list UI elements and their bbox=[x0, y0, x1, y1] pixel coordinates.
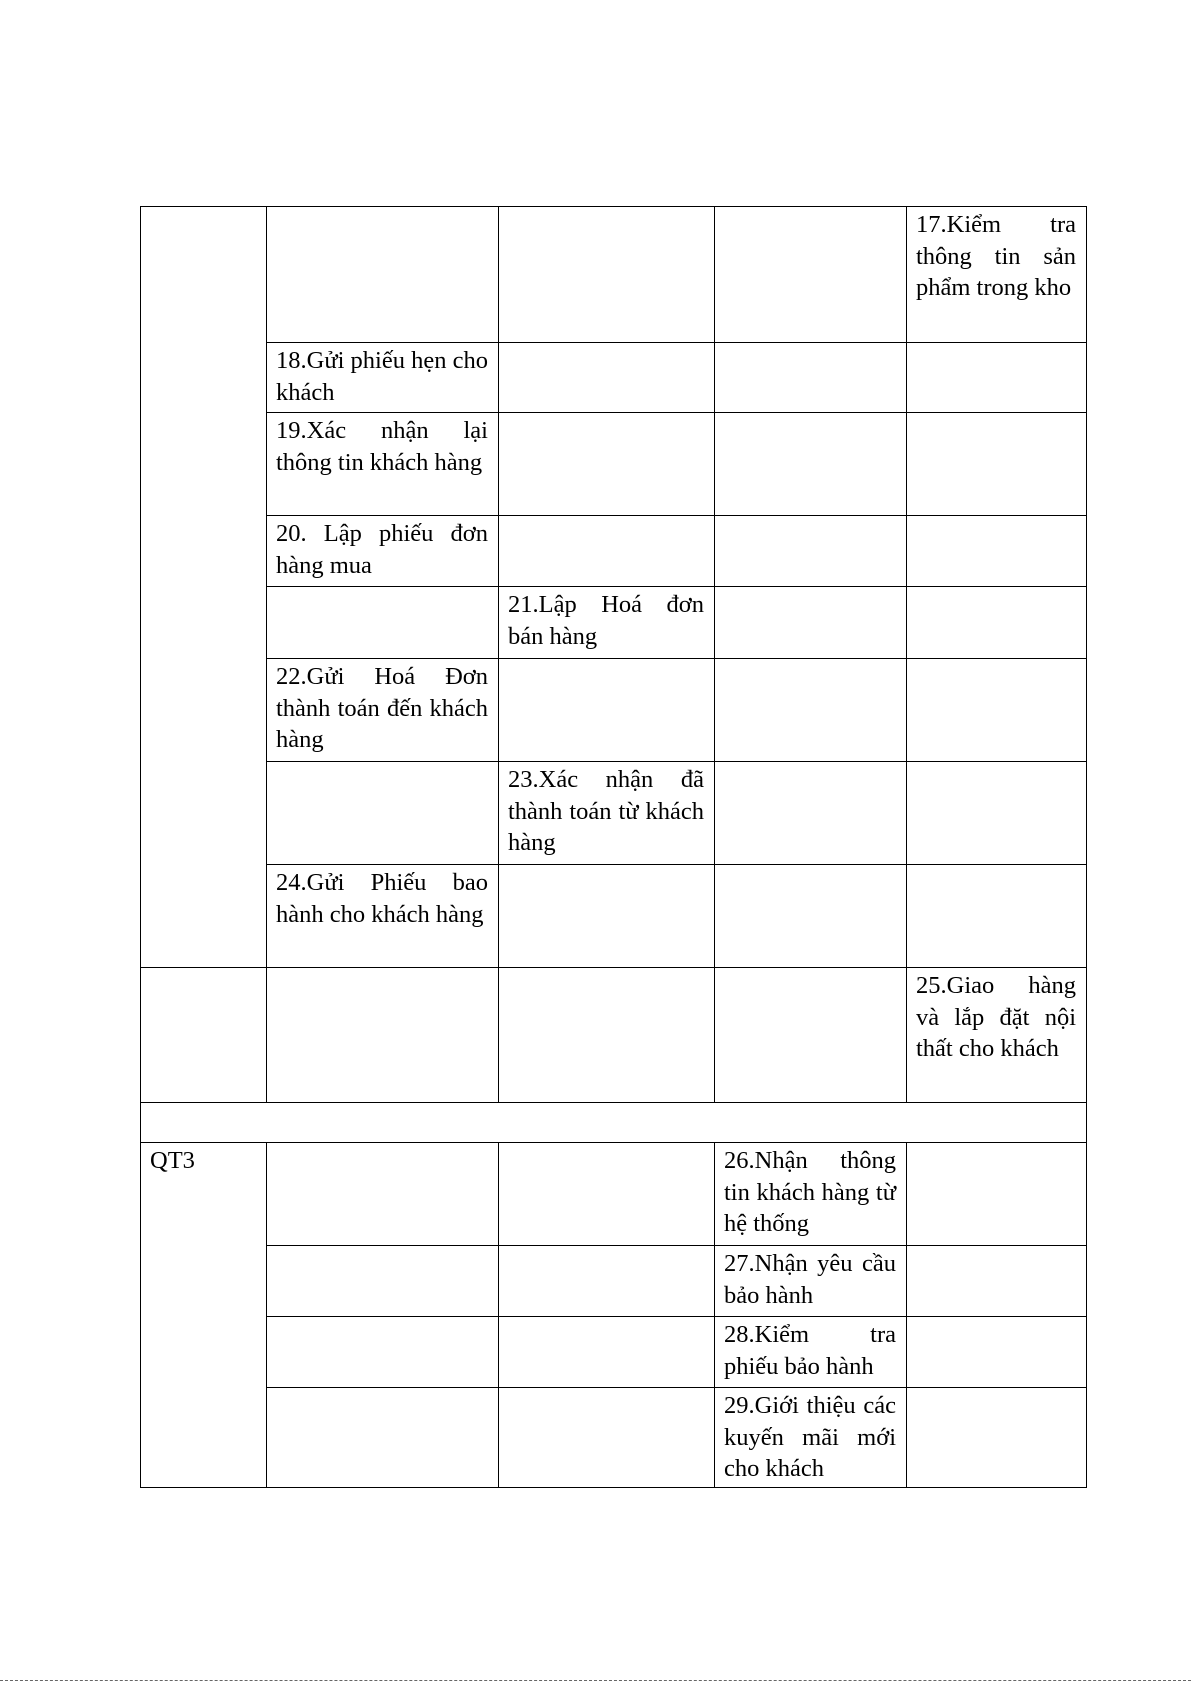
table-row bbox=[141, 587, 1087, 659]
table-row bbox=[141, 762, 1087, 865]
table-row bbox=[141, 516, 1087, 587]
step-24: 24.Gửi Phiếu bao hành cho khách hàng bbox=[267, 865, 499, 968]
step-21: 21.Lập Hoá đơn bán hàng bbox=[499, 587, 715, 659]
step-17: 17.Kiểm tra thông tin sản phẩm trong kho bbox=[907, 207, 1087, 343]
step-23: 23.Xác nhận đã thành toán từ khách hàng bbox=[499, 762, 715, 865]
table-row bbox=[141, 1143, 1087, 1246]
table-row bbox=[141, 968, 1087, 1103]
step-18: 18.Gửi phiếu hẹn cho khách bbox=[267, 343, 499, 413]
step-26: 26.Nhận thông tin khách hàng từ hệ thống bbox=[715, 1143, 907, 1246]
table-row bbox=[141, 343, 1087, 413]
step-25: 25.Giao hàng và lắp đặt nội thất cho khách bbox=[907, 968, 1087, 1103]
page-footer-rule bbox=[0, 1680, 1191, 1681]
table-row bbox=[141, 413, 1087, 516]
table-row bbox=[141, 659, 1087, 762]
table-row bbox=[141, 1246, 1087, 1317]
separator-row bbox=[141, 1103, 1087, 1143]
table-row bbox=[141, 1317, 1087, 1388]
process-table bbox=[140, 206, 1087, 1488]
step-28: 28.Kiểm tra phiếu bảo hành bbox=[715, 1317, 907, 1388]
step-27: 27.Nhận yêu cầu bảo hành bbox=[715, 1246, 907, 1317]
step-29: 29.Giới thiệu các kuyến mãi mới cho khách bbox=[715, 1388, 907, 1488]
table-row bbox=[141, 1388, 1087, 1488]
table-row bbox=[141, 865, 1087, 968]
process-cell bbox=[141, 207, 267, 968]
step-20: 20. Lập phiếu đơn hàng mua bbox=[267, 516, 499, 587]
step-22: 22.Gửi Hoá Đơn thành toán đến khách hàng bbox=[267, 659, 499, 762]
step-19: 19.Xác nhận lại thông tin khách hàng bbox=[267, 413, 499, 516]
table-row bbox=[141, 207, 1087, 343]
process-label-qt3: QT3 bbox=[141, 1143, 267, 1488]
